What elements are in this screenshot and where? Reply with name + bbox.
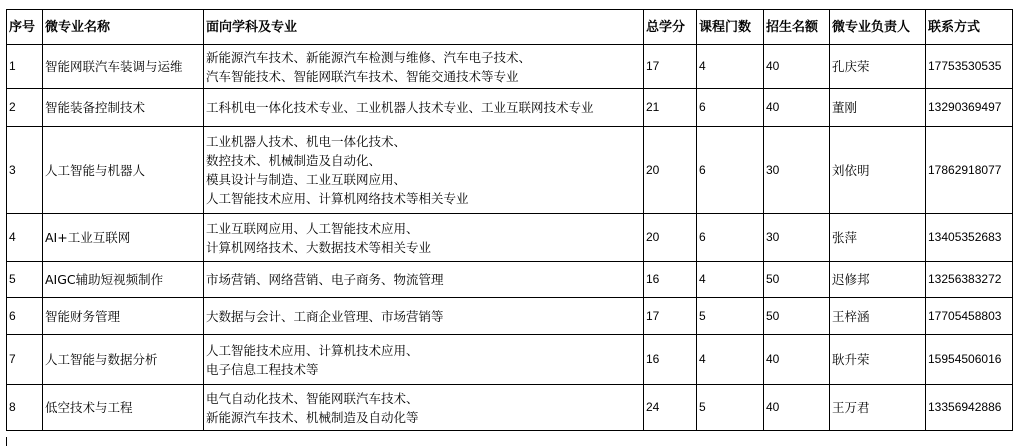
leader-name: 刘依明 bbox=[830, 127, 926, 214]
contact-phone: 17753530535 bbox=[926, 45, 1013, 89]
major-line: 工科机电一体化技术专业、工业机器人技术专业、工业互联网技术专业 bbox=[206, 100, 594, 115]
table-row bbox=[7, 127, 1013, 214]
major-line: 工业互联网应用、人工智能技术应用、 bbox=[206, 220, 419, 236]
major-line: 电气自动化技术、智能网联汽车技术、 bbox=[206, 390, 419, 406]
major-line: 计算机网络技术、大数据技术等相关专业 bbox=[206, 239, 432, 255]
leader-name: 迟修邦 bbox=[830, 262, 926, 298]
table-row bbox=[7, 89, 1013, 127]
table-row bbox=[7, 214, 1013, 262]
major-line: 新能源汽车技术、机械制造及自动化等 bbox=[206, 409, 419, 425]
major-name: 智能网联汽车装调与运维 bbox=[43, 45, 204, 89]
row-number: 8 bbox=[7, 385, 43, 431]
target-majors bbox=[204, 89, 644, 127]
major-line: 市场营销、网络营销、电子商务、物流管理 bbox=[206, 272, 444, 287]
micro-major-table bbox=[6, 9, 1013, 431]
target-majors bbox=[204, 214, 644, 262]
table-row bbox=[7, 262, 1013, 298]
total-credits: 17 bbox=[644, 298, 697, 335]
target-majors bbox=[204, 262, 644, 298]
course-count: 6 bbox=[697, 89, 764, 127]
major-line: 工业机器人技术、机电一体化技术、 bbox=[206, 134, 407, 149]
major-line: 人工智能技术应用、计算机技术应用、 bbox=[206, 342, 419, 358]
course-count: 4 bbox=[697, 262, 764, 298]
total-credits: 20 bbox=[644, 214, 697, 262]
major-line: 人工智能技术应用、计算机网络技术等相关专业 bbox=[206, 191, 469, 206]
enrollment-quota: 30 bbox=[764, 127, 830, 214]
target-majors bbox=[204, 298, 644, 335]
total-credits: 16 bbox=[644, 262, 697, 298]
leader-name: 张萍 bbox=[830, 214, 926, 262]
major-name: 人工智能与机器人 bbox=[43, 127, 204, 214]
course-count: 4 bbox=[697, 335, 764, 385]
major-line: 大数据与会计、工商企业管理、市场营销等 bbox=[206, 308, 444, 324]
leader-name: 王万君 bbox=[830, 385, 926, 431]
target-majors bbox=[204, 335, 644, 385]
contact-phone: 17705458803 bbox=[926, 298, 1013, 335]
column-header: 课程门数 bbox=[697, 10, 764, 45]
target-majors bbox=[204, 127, 644, 214]
course-count: 5 bbox=[697, 385, 764, 431]
table-body bbox=[7, 45, 1013, 431]
leader-name: 王梓涵 bbox=[830, 298, 926, 335]
contact-phone: 15954506016 bbox=[926, 335, 1013, 385]
row-number: 6 bbox=[7, 298, 43, 335]
row-number: 2 bbox=[7, 89, 43, 127]
major-line: 模具设计与制造、工业互联网应用、 bbox=[206, 172, 407, 187]
row-number: 3 bbox=[7, 127, 43, 214]
table-row bbox=[7, 298, 1013, 335]
row-number: 5 bbox=[7, 262, 43, 298]
column-header: 面向学科及专业 bbox=[204, 10, 644, 45]
major-line: 电子信息工程技术等 bbox=[206, 361, 319, 377]
table-row bbox=[7, 45, 1013, 89]
major-line: 数控技术、机械制造及自动化、 bbox=[206, 153, 382, 168]
enrollment-quota: 50 bbox=[764, 262, 830, 298]
major-name: AI+工业互联网 bbox=[43, 214, 204, 262]
enrollment-quota: 40 bbox=[764, 385, 830, 431]
major-name: 智能财务管理 bbox=[43, 298, 204, 335]
table-row bbox=[7, 385, 1013, 431]
major-name: 低空技术与工程 bbox=[43, 385, 204, 431]
column-header: 微专业负责人 bbox=[830, 10, 926, 45]
major-name: AIGC辅助短视频制作 bbox=[43, 262, 204, 298]
table-row bbox=[7, 335, 1013, 385]
total-credits: 17 bbox=[644, 45, 697, 89]
total-credits: 16 bbox=[644, 335, 697, 385]
enrollment-quota: 40 bbox=[764, 45, 830, 89]
major-line: 新能源汽车技术、新能源汽车检测与维修、汽车电子技术、 bbox=[206, 49, 532, 65]
table-edge-line bbox=[6, 437, 8, 446]
header-row bbox=[7, 10, 1013, 45]
course-count: 6 bbox=[697, 214, 764, 262]
column-header: 微专业名称 bbox=[43, 10, 204, 45]
column-header: 总学分 bbox=[644, 10, 697, 45]
leader-name: 孔庆荣 bbox=[830, 45, 926, 89]
course-count: 6 bbox=[697, 127, 764, 214]
row-number: 4 bbox=[7, 214, 43, 262]
leader-name: 董刚 bbox=[830, 89, 926, 127]
major-name: 智能装备控制技术 bbox=[43, 89, 204, 127]
contact-phone: 13290369497 bbox=[926, 89, 1013, 127]
contact-phone: 17862918077 bbox=[926, 127, 1013, 214]
target-majors bbox=[204, 45, 644, 89]
enrollment-quota: 40 bbox=[764, 89, 830, 127]
major-name: 人工智能与数据分析 bbox=[43, 335, 204, 385]
enrollment-quota: 40 bbox=[764, 335, 830, 385]
total-credits: 20 bbox=[644, 127, 697, 214]
contact-phone: 13356942886 bbox=[926, 385, 1013, 431]
leader-name: 耿升荣 bbox=[830, 335, 926, 385]
total-credits: 21 bbox=[644, 89, 697, 127]
enrollment-quota: 50 bbox=[764, 298, 830, 335]
row-number: 1 bbox=[7, 45, 43, 89]
course-count: 4 bbox=[697, 45, 764, 89]
contact-phone: 13256383272 bbox=[926, 262, 1013, 298]
column-header: 序号 bbox=[7, 10, 43, 45]
contact-phone: 13405352683 bbox=[926, 214, 1013, 262]
column-header: 招生名额 bbox=[764, 10, 830, 45]
enrollment-quota: 30 bbox=[764, 214, 830, 262]
major-line: 汽车智能技术、智能网联汽车技术、智能交通技术等专业 bbox=[206, 68, 519, 84]
row-number: 7 bbox=[7, 335, 43, 385]
total-credits: 24 bbox=[644, 385, 697, 431]
target-majors bbox=[204, 385, 644, 431]
course-count: 5 bbox=[697, 298, 764, 335]
column-header: 联系方式 bbox=[926, 10, 1013, 45]
